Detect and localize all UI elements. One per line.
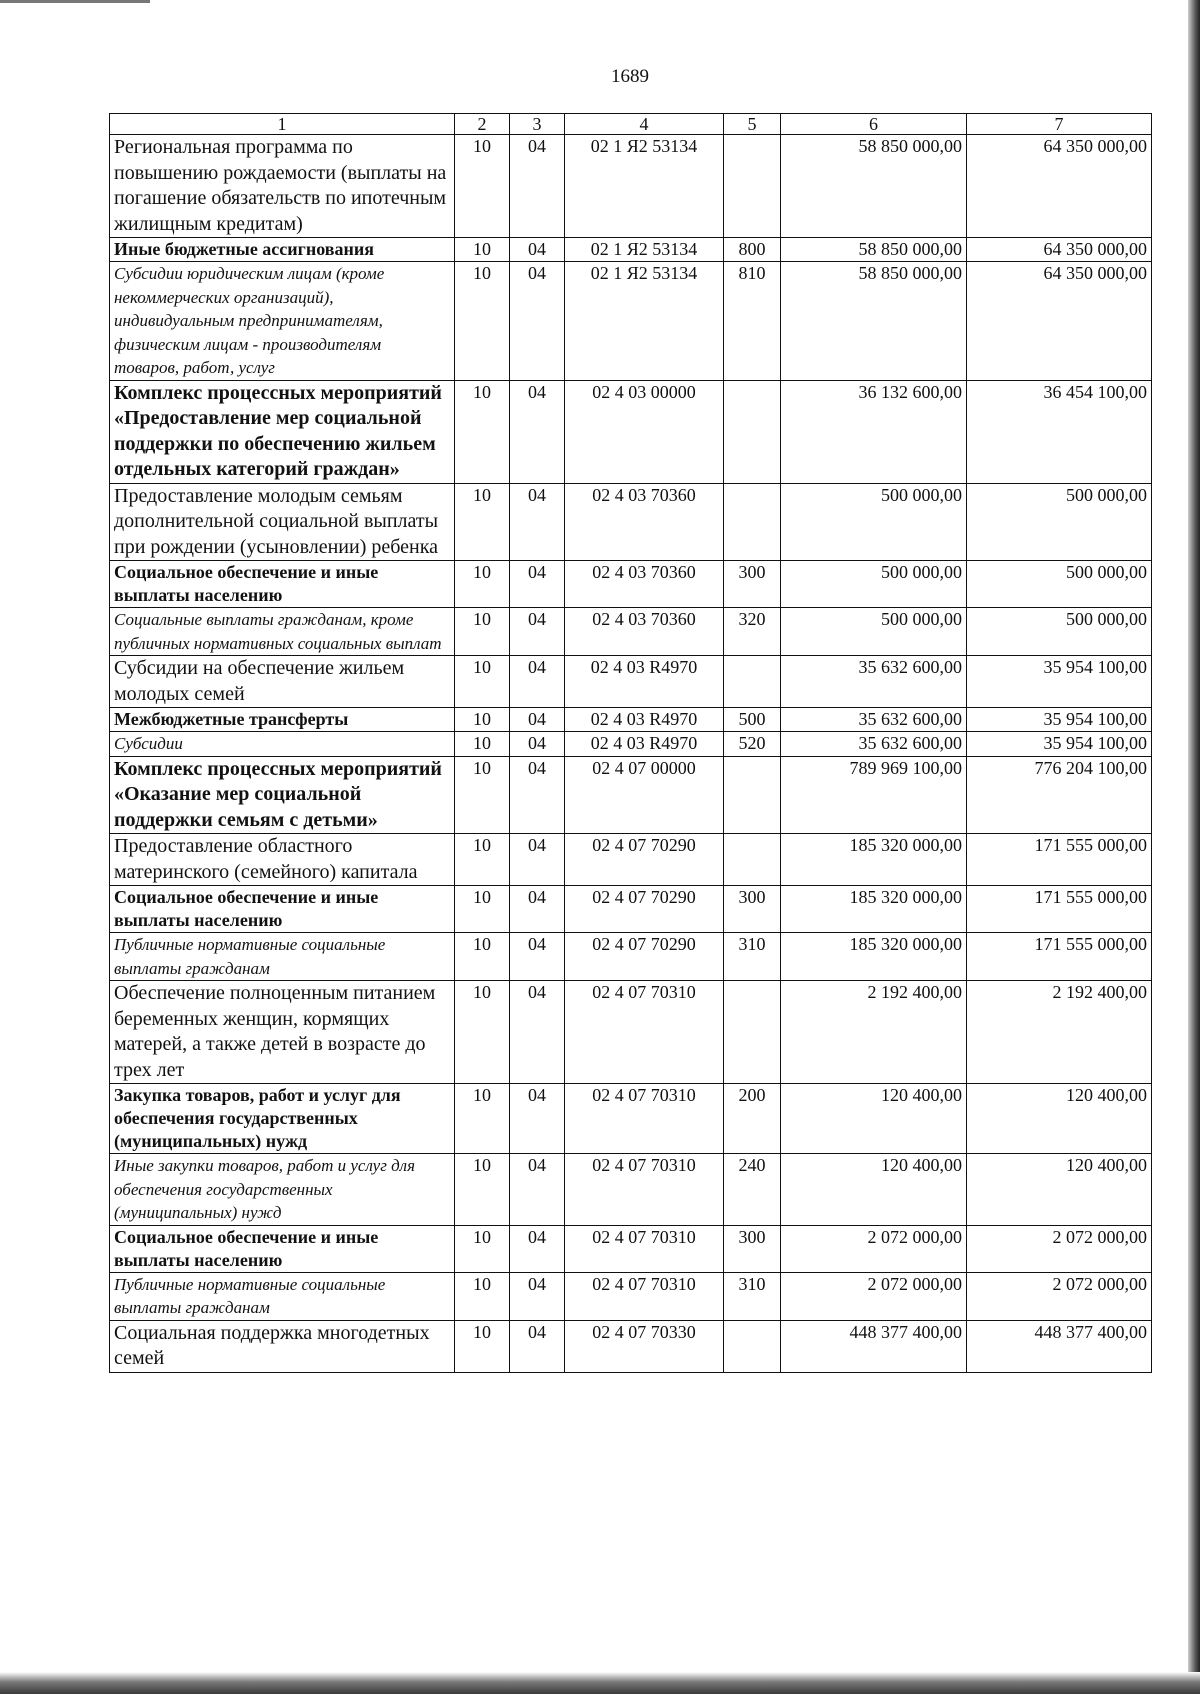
subsection-cell: 04 xyxy=(510,1154,565,1226)
table-row xyxy=(110,1272,1152,1320)
expense-type-cell xyxy=(724,135,781,238)
target-article-cell: 02 1 Я2 53134 xyxy=(565,262,724,381)
amount-year1-cell: 789 969 100,00 xyxy=(781,756,967,834)
target-article-cell: 02 4 03 00000 xyxy=(565,380,724,483)
amount-year1-cell: 120 400,00 xyxy=(781,1154,967,1226)
name-cell: Публичные нормативные социальные выплаты гражданам xyxy=(110,933,455,981)
table-row xyxy=(110,708,1152,732)
name-cell: Иные закупки товаров, работ и услуг для обеспечения государственных (муниципальных) нужд xyxy=(110,1154,455,1226)
subsection-cell: 04 xyxy=(510,756,565,834)
amount-year1-cell: 2 192 400,00 xyxy=(781,981,967,1084)
page-number: 1689 xyxy=(611,66,649,87)
table-row xyxy=(110,483,1152,561)
header-cell-2: 2 xyxy=(455,114,510,135)
target-article-cell: 02 4 03 70360 xyxy=(565,561,724,608)
subsection-cell: 04 xyxy=(510,708,565,732)
section-cell: 10 xyxy=(455,262,510,381)
table-row xyxy=(110,1084,1152,1154)
name-cell: Социальная поддержка многодетных семей xyxy=(110,1320,455,1372)
expense-type-cell: 240 xyxy=(724,1154,781,1226)
name-cell: Иные бюджетные ассигнования xyxy=(110,238,455,262)
target-article-cell: 02 4 07 70290 xyxy=(565,933,724,981)
expense-type-cell: 200 xyxy=(724,1084,781,1154)
amount-year2-cell: 2 192 400,00 xyxy=(967,981,1152,1084)
name-cell: Комплекс процессных мероприятий «Предоставление мер социальной поддержки по обеспечению жильем отдельных категорий граждан» xyxy=(110,380,455,483)
expense-type-cell xyxy=(724,380,781,483)
subsection-cell: 04 xyxy=(510,1225,565,1272)
amount-year2-cell: 64 350 000,00 xyxy=(967,135,1152,238)
target-article-cell: 02 4 07 70310 xyxy=(565,981,724,1084)
subsection-cell: 04 xyxy=(510,732,565,757)
expense-type-cell: 320 xyxy=(724,608,781,656)
scan-edge-top xyxy=(0,0,150,3)
amount-year1-cell: 58 850 000,00 xyxy=(781,135,967,238)
amount-year1-cell: 120 400,00 xyxy=(781,1084,967,1154)
expense-type-cell xyxy=(724,656,781,708)
section-cell: 10 xyxy=(455,886,510,933)
amount-year2-cell: 35 954 100,00 xyxy=(967,708,1152,732)
section-cell: 10 xyxy=(455,933,510,981)
subsection-cell: 04 xyxy=(510,483,565,561)
table-row xyxy=(110,933,1152,981)
target-article-cell: 02 4 07 70290 xyxy=(565,886,724,933)
header-cell-7: 7 xyxy=(967,114,1152,135)
amount-year2-cell: 500 000,00 xyxy=(967,608,1152,656)
expense-type-cell xyxy=(724,483,781,561)
subsection-cell: 04 xyxy=(510,656,565,708)
subsection-cell: 04 xyxy=(510,238,565,262)
section-cell: 10 xyxy=(455,834,510,886)
section-cell: 10 xyxy=(455,981,510,1084)
header-cell-6: 6 xyxy=(781,114,967,135)
amount-year1-cell: 35 632 600,00 xyxy=(781,708,967,732)
name-cell: Межбюджетные трансферты xyxy=(110,708,455,732)
table-row xyxy=(110,656,1152,708)
name-cell: Комплекс процессных мероприятий «Оказание мер социальной поддержки семьям с детьми» xyxy=(110,756,455,834)
header-cell-1: 1 xyxy=(110,114,455,135)
section-cell: 10 xyxy=(455,238,510,262)
amount-year2-cell: 35 954 100,00 xyxy=(967,732,1152,757)
name-cell: Социальные выплаты гражданам, кроме публичных нормативных социальных выплат xyxy=(110,608,455,656)
table-row xyxy=(110,561,1152,608)
header-row xyxy=(110,114,1152,135)
section-cell: 10 xyxy=(455,756,510,834)
header-cell-5: 5 xyxy=(724,114,781,135)
target-article-cell: 02 4 07 70290 xyxy=(565,834,724,886)
subsection-cell: 04 xyxy=(510,1272,565,1320)
expense-type-cell: 810 xyxy=(724,262,781,381)
target-article-cell: 02 4 07 70330 xyxy=(565,1320,724,1372)
target-article-cell: 02 4 03 R4970 xyxy=(565,708,724,732)
amount-year2-cell: 64 350 000,00 xyxy=(967,262,1152,381)
section-cell: 10 xyxy=(455,1154,510,1226)
target-article-cell: 02 4 07 70310 xyxy=(565,1154,724,1226)
section-cell: 10 xyxy=(455,608,510,656)
header-cell-4: 4 xyxy=(565,114,724,135)
name-cell: Региональная программа по повышению рождаемости (выплаты на погашение обязательств по ипотечным жилищным кредитам) xyxy=(110,135,455,238)
table-row xyxy=(110,756,1152,834)
table-row xyxy=(110,262,1152,381)
section-cell: 10 xyxy=(455,483,510,561)
table-row xyxy=(110,981,1152,1084)
amount-year1-cell: 448 377 400,00 xyxy=(781,1320,967,1372)
amount-year1-cell: 58 850 000,00 xyxy=(781,238,967,262)
header-cell-3: 3 xyxy=(510,114,565,135)
amount-year1-cell: 58 850 000,00 xyxy=(781,262,967,381)
table-row xyxy=(110,238,1152,262)
amount-year2-cell: 36 454 100,00 xyxy=(967,380,1152,483)
budget-table xyxy=(109,113,1152,1373)
subsection-cell: 04 xyxy=(510,933,565,981)
target-article-cell: 02 4 07 70310 xyxy=(565,1225,724,1272)
budget-table-body xyxy=(110,114,1152,1373)
subsection-cell: 04 xyxy=(510,1084,565,1154)
expense-type-cell: 300 xyxy=(724,1225,781,1272)
amount-year2-cell: 171 555 000,00 xyxy=(967,886,1152,933)
subsection-cell: 04 xyxy=(510,981,565,1084)
expense-type-cell xyxy=(724,1320,781,1372)
name-cell: Социальное обеспечение и иные выплаты населению xyxy=(110,886,455,933)
name-cell: Закупка товаров, работ и услуг для обеспечения государственных (муниципальных) нужд xyxy=(110,1084,455,1154)
name-cell: Социальное обеспечение и иные выплаты населению xyxy=(110,1225,455,1272)
target-article-cell: 02 4 03 70360 xyxy=(565,483,724,561)
section-cell: 10 xyxy=(455,732,510,757)
name-cell: Субсидии xyxy=(110,732,455,757)
name-cell: Публичные нормативные социальные выплаты гражданам xyxy=(110,1272,455,1320)
amount-year1-cell: 36 132 600,00 xyxy=(781,380,967,483)
expense-type-cell: 500 xyxy=(724,708,781,732)
scan-edge-bottom xyxy=(0,1672,1200,1694)
table-row xyxy=(110,380,1152,483)
name-cell: Социальное обеспечение и иные выплаты населению xyxy=(110,561,455,608)
amount-year1-cell: 2 072 000,00 xyxy=(781,1272,967,1320)
amount-year1-cell: 500 000,00 xyxy=(781,483,967,561)
amount-year1-cell: 185 320 000,00 xyxy=(781,933,967,981)
expense-type-cell xyxy=(724,834,781,886)
amount-year2-cell: 64 350 000,00 xyxy=(967,238,1152,262)
expense-type-cell xyxy=(724,756,781,834)
amount-year1-cell: 35 632 600,00 xyxy=(781,732,967,757)
name-cell: Субсидии юридическим лицам (кроме некоммерческих организаций), индивидуальным предпринимателям, физическим лицам - производителям товаров, работ, услуг xyxy=(110,262,455,381)
subsection-cell: 04 xyxy=(510,886,565,933)
target-article-cell: 02 4 03 R4970 xyxy=(565,732,724,757)
target-article-cell: 02 4 03 70360 xyxy=(565,608,724,656)
table-row xyxy=(110,135,1152,238)
name-cell: Обеспечение полноценным питанием беременных женщин, кормящих матерей, а также детей в возрасте до трех лет xyxy=(110,981,455,1084)
amount-year1-cell: 500 000,00 xyxy=(781,561,967,608)
section-cell: 10 xyxy=(455,135,510,238)
scan-edge-right xyxy=(1188,0,1200,1694)
amount-year2-cell: 171 555 000,00 xyxy=(967,834,1152,886)
table-row xyxy=(110,1320,1152,1372)
subsection-cell: 04 xyxy=(510,380,565,483)
target-article-cell: 02 4 07 70310 xyxy=(565,1084,724,1154)
section-cell: 10 xyxy=(455,708,510,732)
amount-year2-cell: 2 072 000,00 xyxy=(967,1225,1152,1272)
expense-type-cell: 520 xyxy=(724,732,781,757)
amount-year1-cell: 2 072 000,00 xyxy=(781,1225,967,1272)
amount-year2-cell: 776 204 100,00 xyxy=(967,756,1152,834)
expense-type-cell: 300 xyxy=(724,886,781,933)
amount-year2-cell: 171 555 000,00 xyxy=(967,933,1152,981)
amount-year1-cell: 35 632 600,00 xyxy=(781,656,967,708)
expense-type-cell: 310 xyxy=(724,933,781,981)
table-row xyxy=(110,886,1152,933)
subsection-cell: 04 xyxy=(510,135,565,238)
target-article-cell: 02 4 03 R4970 xyxy=(565,656,724,708)
amount-year2-cell: 120 400,00 xyxy=(967,1154,1152,1226)
subsection-cell: 04 xyxy=(510,1320,565,1372)
table-row xyxy=(110,608,1152,656)
name-cell: Субсидии на обеспечение жильем молодых семей xyxy=(110,656,455,708)
target-article-cell: 02 4 07 00000 xyxy=(565,756,724,834)
subsection-cell: 04 xyxy=(510,561,565,608)
table-row xyxy=(110,1225,1152,1272)
expense-type-cell: 800 xyxy=(724,238,781,262)
section-cell: 10 xyxy=(455,561,510,608)
expense-type-cell xyxy=(724,981,781,1084)
amount-year1-cell: 185 320 000,00 xyxy=(781,886,967,933)
amount-year2-cell: 448 377 400,00 xyxy=(967,1320,1152,1372)
subsection-cell: 04 xyxy=(510,608,565,656)
section-cell: 10 xyxy=(455,1272,510,1320)
name-cell: Предоставление областного материнского (семейного) капитала xyxy=(110,834,455,886)
amount-year1-cell: 185 320 000,00 xyxy=(781,834,967,886)
table-row xyxy=(110,834,1152,886)
amount-year2-cell: 35 954 100,00 xyxy=(967,656,1152,708)
expense-type-cell: 300 xyxy=(724,561,781,608)
subsection-cell: 04 xyxy=(510,262,565,381)
subsection-cell: 04 xyxy=(510,834,565,886)
section-cell: 10 xyxy=(455,1225,510,1272)
amount-year2-cell: 120 400,00 xyxy=(967,1084,1152,1154)
table-row xyxy=(110,1154,1152,1226)
amount-year2-cell: 2 072 000,00 xyxy=(967,1272,1152,1320)
amount-year2-cell: 500 000,00 xyxy=(967,483,1152,561)
section-cell: 10 xyxy=(455,1320,510,1372)
amount-year1-cell: 500 000,00 xyxy=(781,608,967,656)
section-cell: 10 xyxy=(455,380,510,483)
section-cell: 10 xyxy=(455,1084,510,1154)
amount-year2-cell: 500 000,00 xyxy=(967,561,1152,608)
target-article-cell: 02 1 Я2 53134 xyxy=(565,238,724,262)
expense-type-cell: 310 xyxy=(724,1272,781,1320)
target-article-cell: 02 4 07 70310 xyxy=(565,1272,724,1320)
name-cell: Предоставление молодым семьям дополнительной социальной выплаты при рождении (усыновлении) ребенка xyxy=(110,483,455,561)
target-article-cell: 02 1 Я2 53134 xyxy=(565,135,724,238)
table-row xyxy=(110,732,1152,757)
section-cell: 10 xyxy=(455,656,510,708)
